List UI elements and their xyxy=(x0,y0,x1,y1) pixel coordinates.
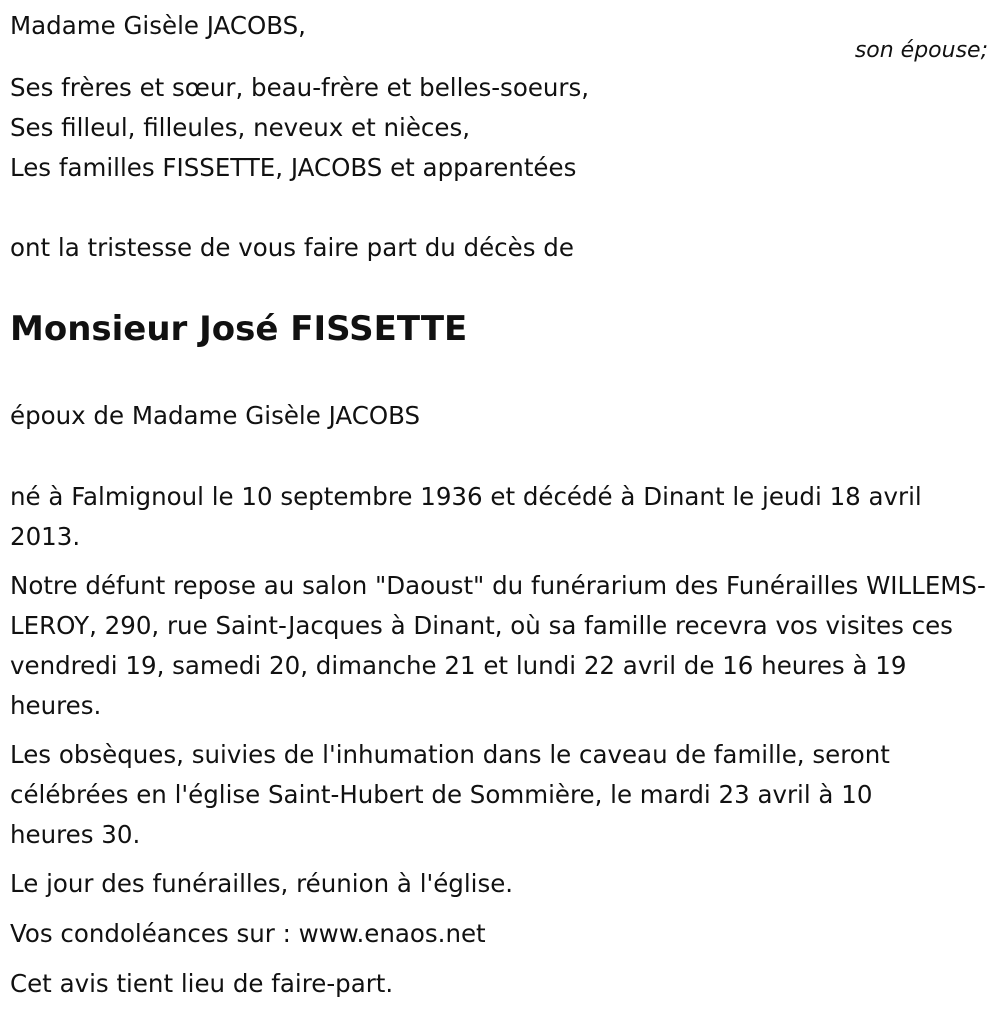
deceased-name: Monsieur José FISSETTE xyxy=(10,309,468,349)
funeral-paragraph: Les obsèques, suivies de l'inhumation dans le caveau de famille, seront célébrées en l'église Saint-Hubert de Sommière, le mardi 23 avril à 10 heures 30. xyxy=(10,740,890,849)
birth-death-paragraph: né à Falmignoul le 10 septembre 1936 et décédé à Dinant le jeudi 18 avril 2013. xyxy=(10,482,922,551)
announcement-text: ont la tristesse de vous faire part du décès de xyxy=(10,233,574,262)
notice-paragraph: Cet avis tient lieu de faire-part. xyxy=(10,969,394,998)
viewing-paragraph: Notre défunt repose au salon "Daoust" du funérarium des Funérailles WILLEMS-LEROY, 290, rue Saint-Jacques à Dinant, où sa famille recevra vos visites ces vendredi 19, samedi 20, dimanche 21 et lundi 22 avril de 16 heures à 19 heures. xyxy=(10,571,986,720)
family-line-families: Les familles FISSETTE, JACOBS et apparentées xyxy=(10,153,577,182)
meeting-paragraph: Le jour des funérailles, réunion à l'église. xyxy=(10,869,514,898)
widow-name: Madame Gisèle JACOBS, xyxy=(10,11,306,40)
family-line-siblings: Ses frères et sœur, beau-frère et belles-soeurs, xyxy=(10,73,590,102)
spouse-line: époux de Madame Gisèle JACOBS xyxy=(10,401,421,430)
role-label: son épouse; xyxy=(854,38,988,63)
condolences-paragraph: Vos condoléances sur : www.enaos.net xyxy=(10,919,486,948)
family-line-godchildren: Ses filleul, filleules, neveux et nièces, xyxy=(10,113,471,142)
